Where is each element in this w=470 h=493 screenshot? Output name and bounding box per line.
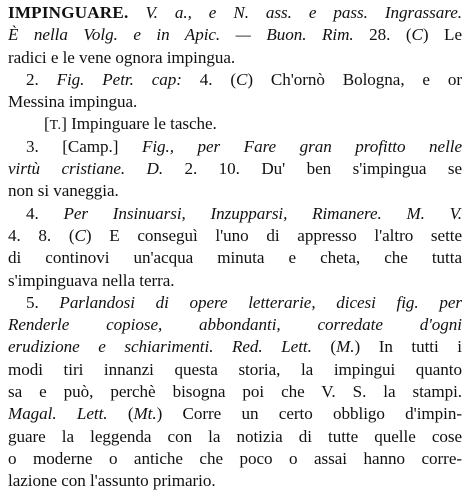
italic-run: virtù cristiane. D. <box>8 159 164 179</box>
text-run: 4. <box>26 203 64 223</box>
italic-run: C <box>74 225 86 245</box>
text-run: ) Ch'ornò Bologna, e or <box>247 69 462 89</box>
sense-4-line <box>8 203 462 225</box>
italic-run: Fig. Petr. cap: <box>56 69 182 89</box>
entry-line <box>8 47 462 69</box>
text-run: lazione con l'assunto primario. <box>8 471 216 491</box>
italic-run: Per Insinuarsi, Inzupparsi, Rimanere. M. V. <box>63 203 462 223</box>
entry-line <box>8 2 462 24</box>
italic-run: Fig., per Fare gran profitto nelle <box>141 136 462 156</box>
sense-t-line <box>8 113 462 135</box>
text-run: sa e può, perchè bisogna poi che V. S. la stampi. <box>8 382 462 402</box>
text-run: 2. 10. Du' ben s'impingua se <box>163 159 462 179</box>
text-run: ) Corre un certo obbligo d'impin- <box>156 404 462 424</box>
text-run: 3. [Camp.] <box>26 136 142 156</box>
text-run: ) E conseguì l'uno di appresso l'altro sette <box>85 225 462 245</box>
text-run: radici e le vene ognora impingua. <box>8 47 236 67</box>
text-run: o moderne o antiche che poco o assai hanno corre- <box>8 448 462 468</box>
text-run: 4. ( <box>181 69 236 89</box>
entry-line <box>8 448 462 470</box>
text-run: ( <box>107 404 134 424</box>
italic-run: M. <box>336 337 355 357</box>
sense-3-line <box>8 136 462 158</box>
italic-run: C <box>236 69 248 89</box>
headword: IMPINGUARE. <box>8 3 129 22</box>
italic-run: Renderle copiose, abbondanti, corredate d'ogni <box>8 315 462 335</box>
entry-line <box>8 270 462 292</box>
entry-line <box>8 91 462 113</box>
entry-line <box>8 314 462 336</box>
sense-2-line <box>8 69 462 91</box>
entry-line <box>8 470 462 492</box>
entry-line <box>8 158 462 180</box>
text-run: ] Impinguare le tasche. <box>61 114 217 134</box>
sense-5-line <box>8 292 462 314</box>
entry-line <box>8 359 462 381</box>
text-run: ( <box>311 337 337 357</box>
text-run: Messina impingua. <box>8 92 138 112</box>
italic-run: C <box>411 25 423 45</box>
text-run: di continovi un'acqua minuta e cheta, che tutta <box>8 248 462 268</box>
italic-run: V. a., e N. ass. e pass. Ingrassare. <box>128 3 462 22</box>
entry-line <box>8 381 462 403</box>
text-run: guare la leggenda con la notizia di tutte quelle cose <box>8 426 462 446</box>
italic-run: Magal. Lett. <box>8 404 108 424</box>
italic-run: Mt. <box>133 404 157 424</box>
text-run: [ <box>44 114 50 134</box>
text-run: s'impinguava nella terra. <box>8 270 175 290</box>
italic-run: erudizione e schiarimenti. Red. Lett. <box>8 337 312 357</box>
text-run: 2. <box>26 69 57 89</box>
text-run: non si vaneggia. <box>8 181 119 201</box>
text-run: ) In tutti i <box>354 337 462 357</box>
entry-line <box>8 24 462 46</box>
entry-line <box>8 403 462 425</box>
entry-line <box>8 180 462 202</box>
entry-line <box>8 225 462 247</box>
text-run: 5. <box>26 292 60 312</box>
entry-line <box>8 336 462 358</box>
text-run: ) Le <box>422 25 462 45</box>
italic-run: Parlandosi di opere letterarie, dicesi fig. per <box>59 292 462 312</box>
text-run: 28. ( <box>353 25 412 45</box>
small-caps-run: T. <box>49 118 62 134</box>
italic-run: È nella Volg. e in Apic. — Buon. Rim. <box>8 25 354 45</box>
text-run: 4. 8. ( <box>8 225 75 245</box>
entry-line <box>8 247 462 269</box>
text-run: modi tiri innanzi questa storia, la impingui quanto <box>8 359 462 379</box>
entry-line <box>8 426 462 448</box>
